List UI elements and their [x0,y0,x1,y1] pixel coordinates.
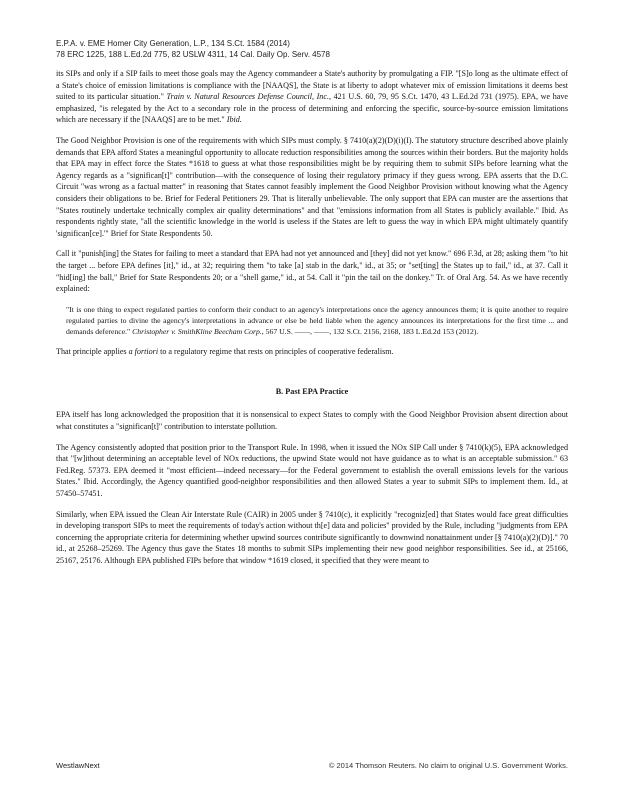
paragraph: Call it "punish[ing] the States for failing to meet a standard that EPA had not yet announced and [they] did not yet know." 696 F.3d, at 28; asking them "to hit the target ... before EPA defines [it]," id., at 32; requiring them "to take [a] stab in the dark," id., at 35; or "set[ting] the States up to fail," id., at 37. Call it "hid[ing] the ball," Brief for State Respondents 20; or a "shell game," id., at 54. Call it "pin the tail on the donkey." Tr. of Oral Arg. 54. As we have recently explained: [56,249,568,294]
document-body [56,68,568,576]
paragraph: its SIPs and only if a SIP fails to meet those goals may the Agency commandeer a State's authority by promulgating a FIP. "[S]o long as the ultimate effect of a State's choice of emission limitations is compliance with the [NAAQS], the State is at liberty to adopt whatever mix of emission limitations it deems best suited to its particular situation." Train v. Natural Resources Defense Council, Inc., 421 U.S. 60, 79, 95 S.Ct. 1470, 43 L.Ed.2d 731 (1975). EPA, we have emphasized, "is relegated by the Act to a secondary role in the process of determining and enforcing the specific, source-by-source emission limitations which are necessary if the [NAAQS] are to be met." Ibid. [56,69,568,125]
footer-copyright: © 2014 Thomson Reuters. No claim to original U.S. Government Works. [328,761,568,770]
paragraph: EPA itself has long acknowledged the proposition that it is nonsensical to expect States to comply with the Good Neighbor Provision absent direction about what constitutes a "significan[t]" contribution to interstate pollution. [56,410,568,432]
block-quote: "It is one thing to expect regulated parties to conform their conduct to an agency's interpretations once the agency announces them; it is quite another to require regulated parties to divine the agency's interpretations in advance or else be held liable when the agency announces its interpretations for the first time ... and demands deference." Christopher v. SmithKline Beecham Corp., 567 U.S. ––––, ––––, 132 S.Ct. 2156, 2168, 183 L.Ed.2d 153 (2012). [66,304,568,337]
document-footer [56,761,568,770]
section-heading: B. Past EPA Practice [275,386,349,396]
footer-brand: WestlawNext [56,761,100,770]
document-header [56,38,330,60]
case-citation-link[interactable]: Christopher v. SmithKline Beecham Corp. [132,327,262,337]
header-reporters: 78 ERC 1225, 188 L.Ed.2d 775, 82 USLW 4311, 14 Cal. Daily Op. Serv. 4578 [56,50,330,59]
paragraph: The Agency consistently adopted that position prior to the Transport Rule. In 1998, when it issued the NOx SIP Call under § 7410(k)(5), EPA acknowledged that "[w]ithout determining an acceptable level of NOx reductions, the upwind State would not have guidance as to what is an acceptable submission." 63 Fed.Reg. 57373. EPA deemed it "most efficient—indeed necessary—for the Federal government to establish the overall emissions levels for the various States." Ibid. Accordingly, the Agency quantified good-neighbor responsibilities and then allowed States a year to submit SIPs to implement them. Id., at 57450–57451. [56,442,568,499]
case-citation-link[interactable]: Train v. Natural Resources Defense Council, Inc. [166,92,329,102]
paragraph: That principle applies a fortiori to a regulatory regime that rests on principles of cooperative federalism. [56,347,394,357]
paragraph: Similarly, when EPA issued the Clean Air Interstate Rule (CAIR) in 2005 under § 7410(c), it explicitly "recogniz[ed] that States would face great difficulties in developing transport SIPs to meet the requirements of today's action without th[e] data and policies" provided by the Rule, including "judgments from EPA concerning the appropriate criteria for determining whether upwind sources contribute significantly to downwind nonattainment under [§ 7410(a)(2)(D)]." 70 id., at 25268–25269. The Agency thus gave the States 18 months to submit SIPs implementing their new good neighbor responsibilities. See id., at 25166, 25167, 25176. Although EPA published FIPs before that window *1619 closed, it specified that they were meant to [56,509,568,566]
header-citation: E.P.A. v. EME Homer City Generation, L.P., 134 S.Ct. 1584 (2014) [56,39,290,48]
paragraph: The Good Neighbor Provision is one of the requirements with which SIPs must comply. § 7410(a)(2)(D)(i)(I). The statutory structure described above plainly demands that EPA afford States a meaningful opportunity to allocate reduction responsibilities among the sources within their borders. But the majority holds that EPA may in effect force the States *1618 to guess at what those responsibilities might be by requiring them to submit SIPs before learning what the Agency regards as a "significan[t]" contribution—with the consequence of losing their regulatory primacy if they guess wrong. EPA asserts that the D.C. Circuit "was wrong as a factual matter" in reasoning that States cannot feasibly implement the Good Neighbor Provision without knowing what the Agency considers their obligations to be. Brief for Federal Petitioners 29. That is literally unbelievable. The only support that EPA can muster are the assertions that "States routinely undertake technically complex air quality determinations" and that "emissions information from all States is publicly available." Ibid. As respondents rightly state, "all the scientific knowledge in the world is useless if the States are left to guess the way in which EPA might ultimately quantify 'significan[ce].'" Brief for State Respondents 50. [56,135,568,238]
